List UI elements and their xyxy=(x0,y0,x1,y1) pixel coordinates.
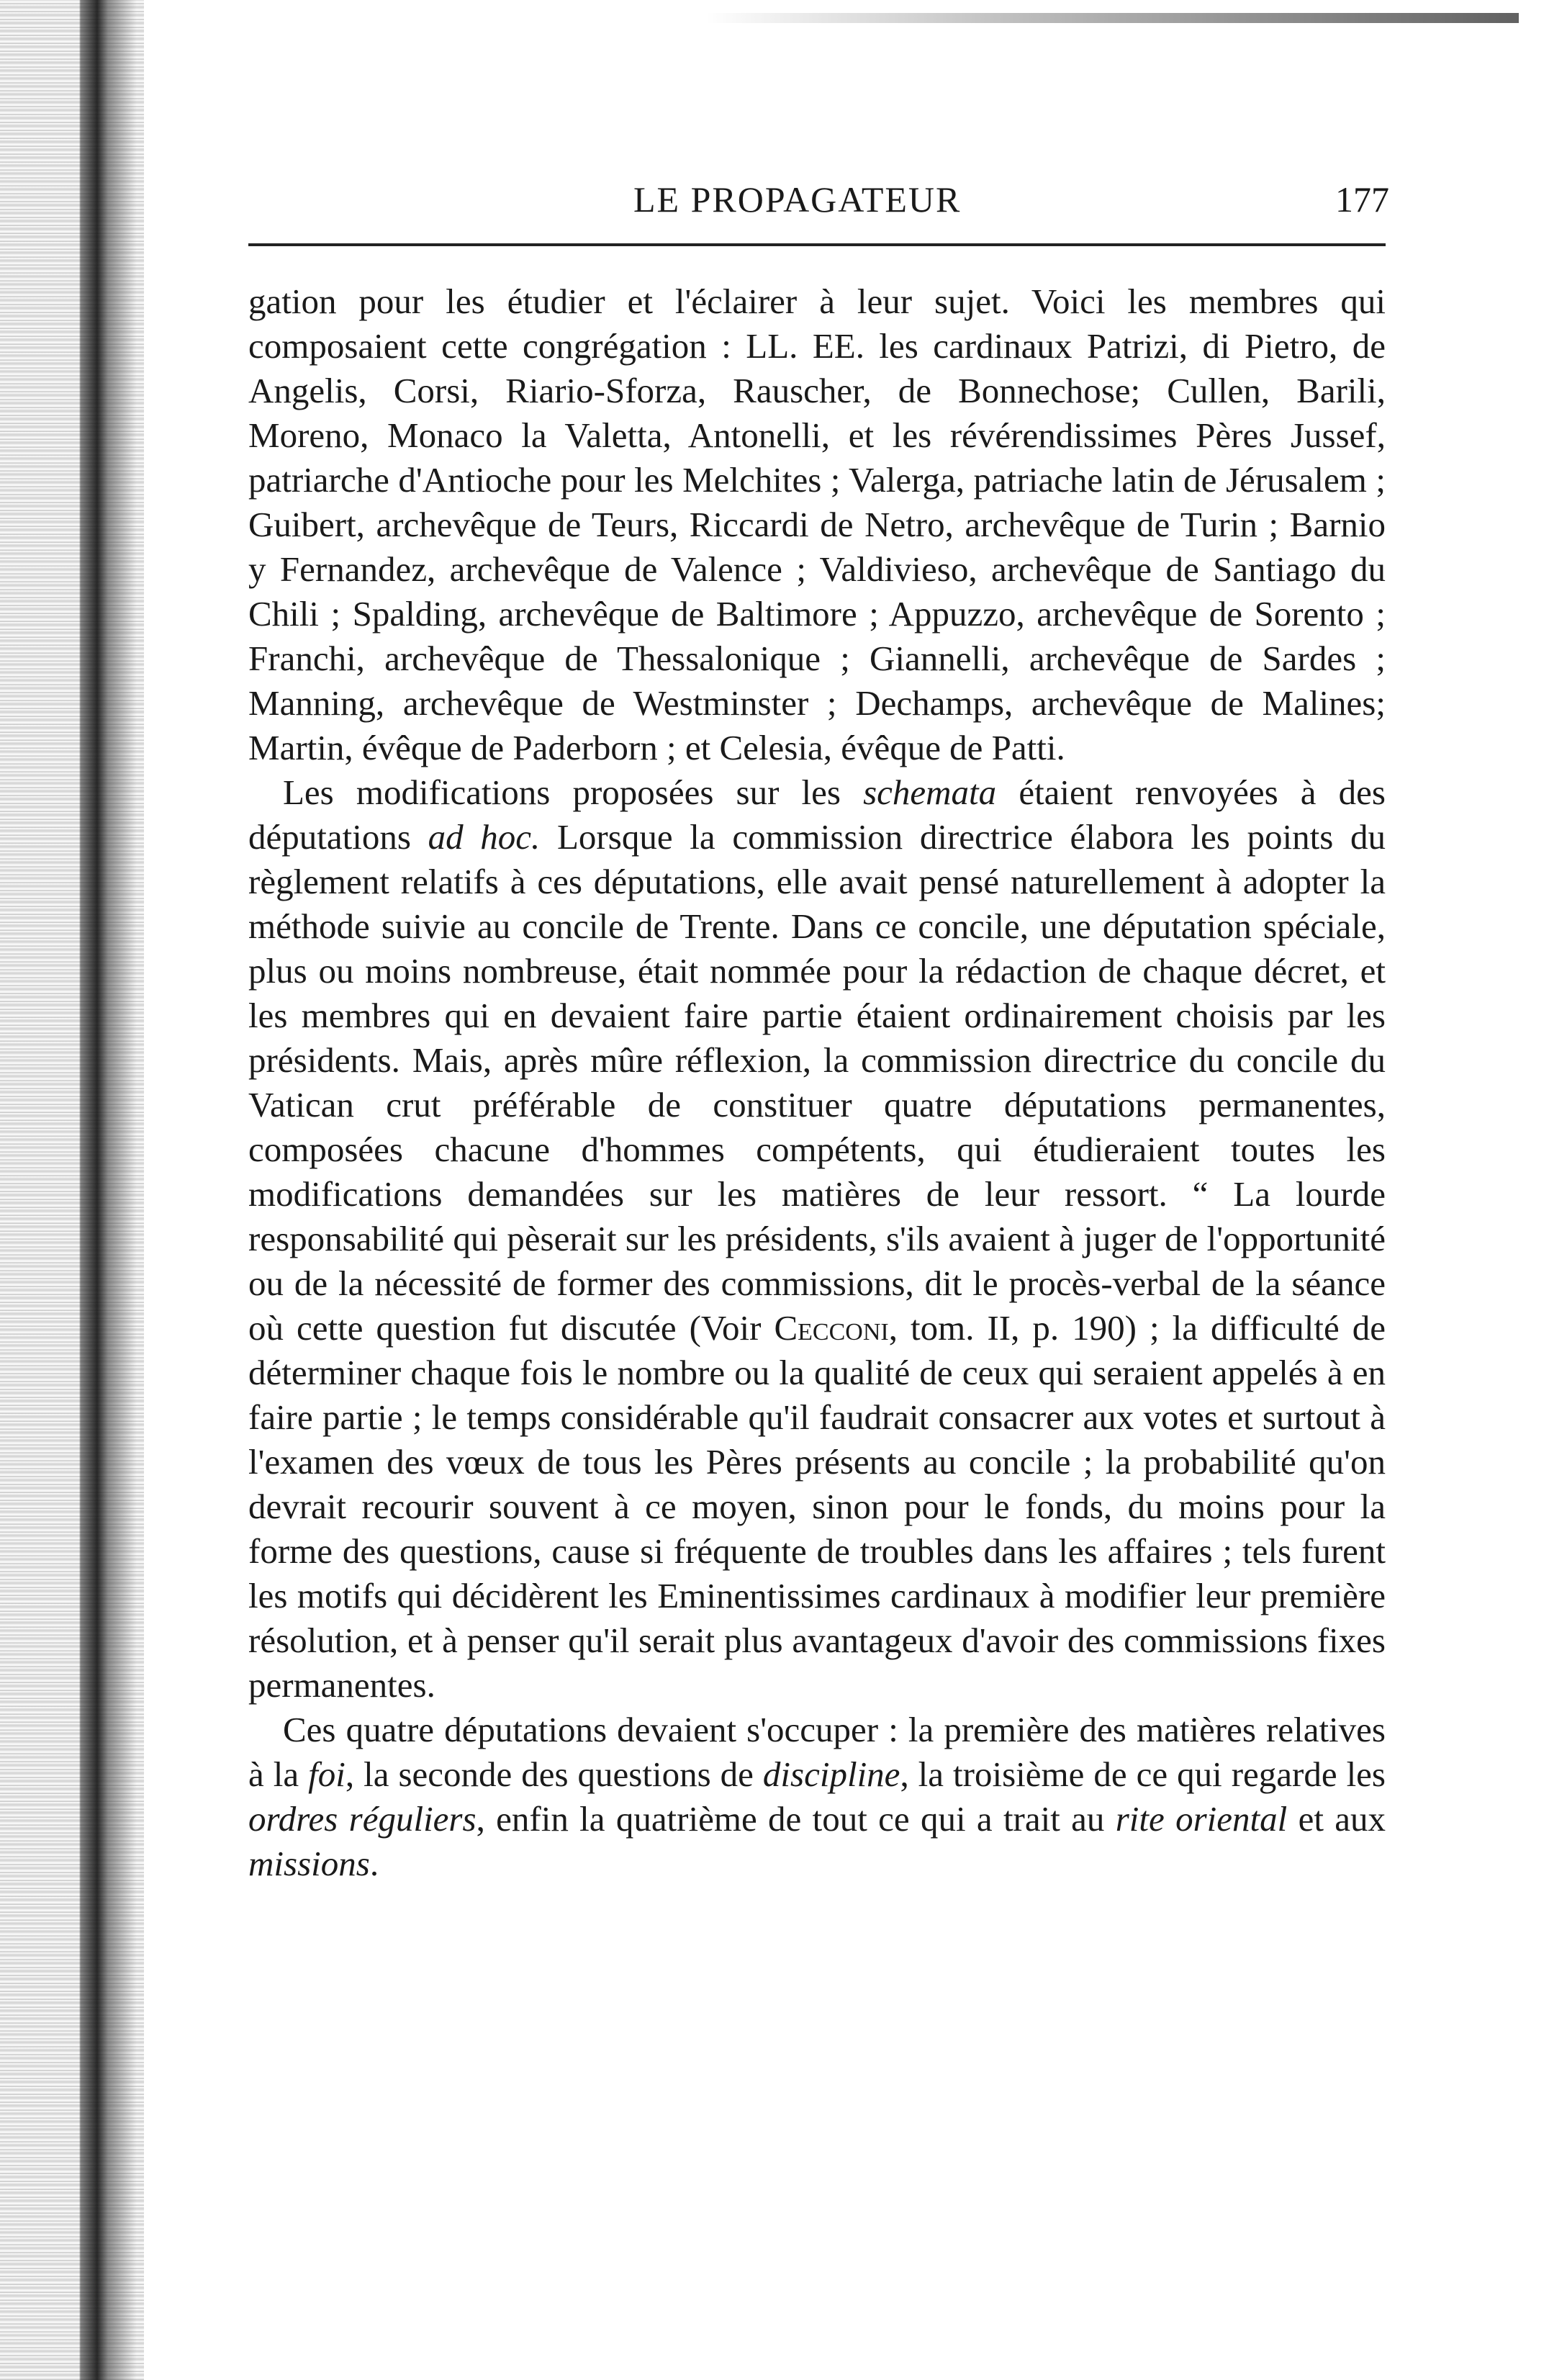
page-body xyxy=(248,279,1386,1886)
running-title: LE PROPAGATEUR xyxy=(633,179,962,220)
paragraph-2-text-b: étaient renvoyées à des députations xyxy=(248,772,1386,857)
paragraph-1: gation pour les étudier et l'éclairer à leur sujet. Voici les membres qui composaient cette congrégation : LL. EE. les cardinaux Patrizi, di Pietro, de Angelis, Corsi, Riario-Sforza, Rauscher, de Bonnechose; Cullen, Barili, Moreno, Monaco la Valetta, Antonelli, et les révérendissimes Pères Jussef, patriarche d'Antioche pour les Melchites ; Valerga, patriache latin de Jérusalem ; Guibert, archevêque de Teurs, Riccardi de Netro, archevêque de Turin ; Barnio y Fernandez, archevêque de Valence ; Valdivieso, archevêque de Santiago du Chili ; Spalding, archevêque de Baltimore ; Appuzzo, archevêque de Sorento ; Franchi, archevêque de Thessalonique ; Giannelli, archevêque de Sardes ; Manning, archevêque de Westminster ; Dechamps, archevêque de Malines; Martin, évêque de Paderborn ; et Celesia, évêque de Patti. xyxy=(248,281,1386,767)
paragraph-3-text-d: , enfin la quatrième de tout ce qui a trait au xyxy=(476,1799,1116,1839)
paragraph-3-italic-foi: foi xyxy=(308,1754,346,1794)
paragraph-3-italic-ordres-reguliers: ordres réguliers xyxy=(248,1799,477,1839)
paragraph-3-text-e: et aux xyxy=(1287,1799,1386,1839)
paragraph-2-italic-ad-hoc: ad hoc. xyxy=(428,817,541,857)
paragraph-2-text-c: Lorsque la commission directrice élabora les points du règlement relatifs à ces députations, elle avait pensé naturellement à adopter la méthode suivie au concile de Trente. Dans ce concile, une députation spéciale, plus ou moins nombreuse, était nommée pour la rédaction de chaque décret, et les membres qui en devaient faire partie étaient ordinairement choisis par les présidents. Mais, après mûre réflexion, la commission directrice du concile du Vatican crut préférable de constituer quatre députations permanentes, composées chacune d'hommes compétents, qui étudieraient toutes les modifications demandées sur les matières de leur ressort. “ La lourde responsabilité qui pèserait sur les présidents, s'ils avaient à juger de l'opportunité ou de la nécessité de former des commissions, dit le procès-verbal de la séance où cette question fut discutée (Voir xyxy=(248,817,1386,1348)
scan-binding-edge xyxy=(0,0,144,2380)
paragraph-2-text-d: , tom. II, p. 190) ; la difficulté de déterminer chaque fois le nombre ou la qualité de ceux qui seraient appelés à en faire partie ; le temps considérable qu'il faudrait consacrer aux votes et surtout à l'examen des vœux de tous les Pères présents au concile ; la probabilité qu'on devrait recourir souvent à ce moyen, sinon pour le fonds, du moins pour la forme des questions, cause si fréquente de troubles dans les affaires ; tels furent les motifs qui décidèrent les Eminentissimes cardinaux à modifier leur première résolution, et à penser qu'il serait plus avantageux d'avoir des commissions fixes permanentes. xyxy=(248,1308,1386,1705)
paragraph-2-text-a: Les modifications proposées sur les xyxy=(283,772,864,812)
paragraph-3-text-f: . xyxy=(369,1844,379,1883)
paragraph-3-text-b: , la seconde des questions de xyxy=(345,1754,763,1794)
paragraph-3-italic-missions: missions xyxy=(248,1844,370,1883)
paragraph-3-italic-discipline: discipline xyxy=(762,1754,900,1794)
paragraph-3-text-a: Ces quatre députations devaient s'occuper : la première des matières relatives à la xyxy=(248,1710,1386,1794)
page-number: 177 xyxy=(1335,179,1389,220)
paragraph-2 xyxy=(248,770,1386,1708)
paragraph-3 xyxy=(248,1708,1386,1886)
paragraph-3-text-c: , la troisième de ce qui regarde les xyxy=(900,1754,1386,1794)
paragraph-2-italic-schemata: schemata xyxy=(863,772,997,812)
paragraph-3-italic-rite-oriental: rite oriental xyxy=(1115,1799,1288,1839)
header-rule xyxy=(248,243,1386,246)
page-header xyxy=(245,179,1389,229)
scan-top-smudge xyxy=(705,13,1519,23)
paragraph-2-smallcaps-cecconi: Cecconi xyxy=(774,1308,889,1348)
